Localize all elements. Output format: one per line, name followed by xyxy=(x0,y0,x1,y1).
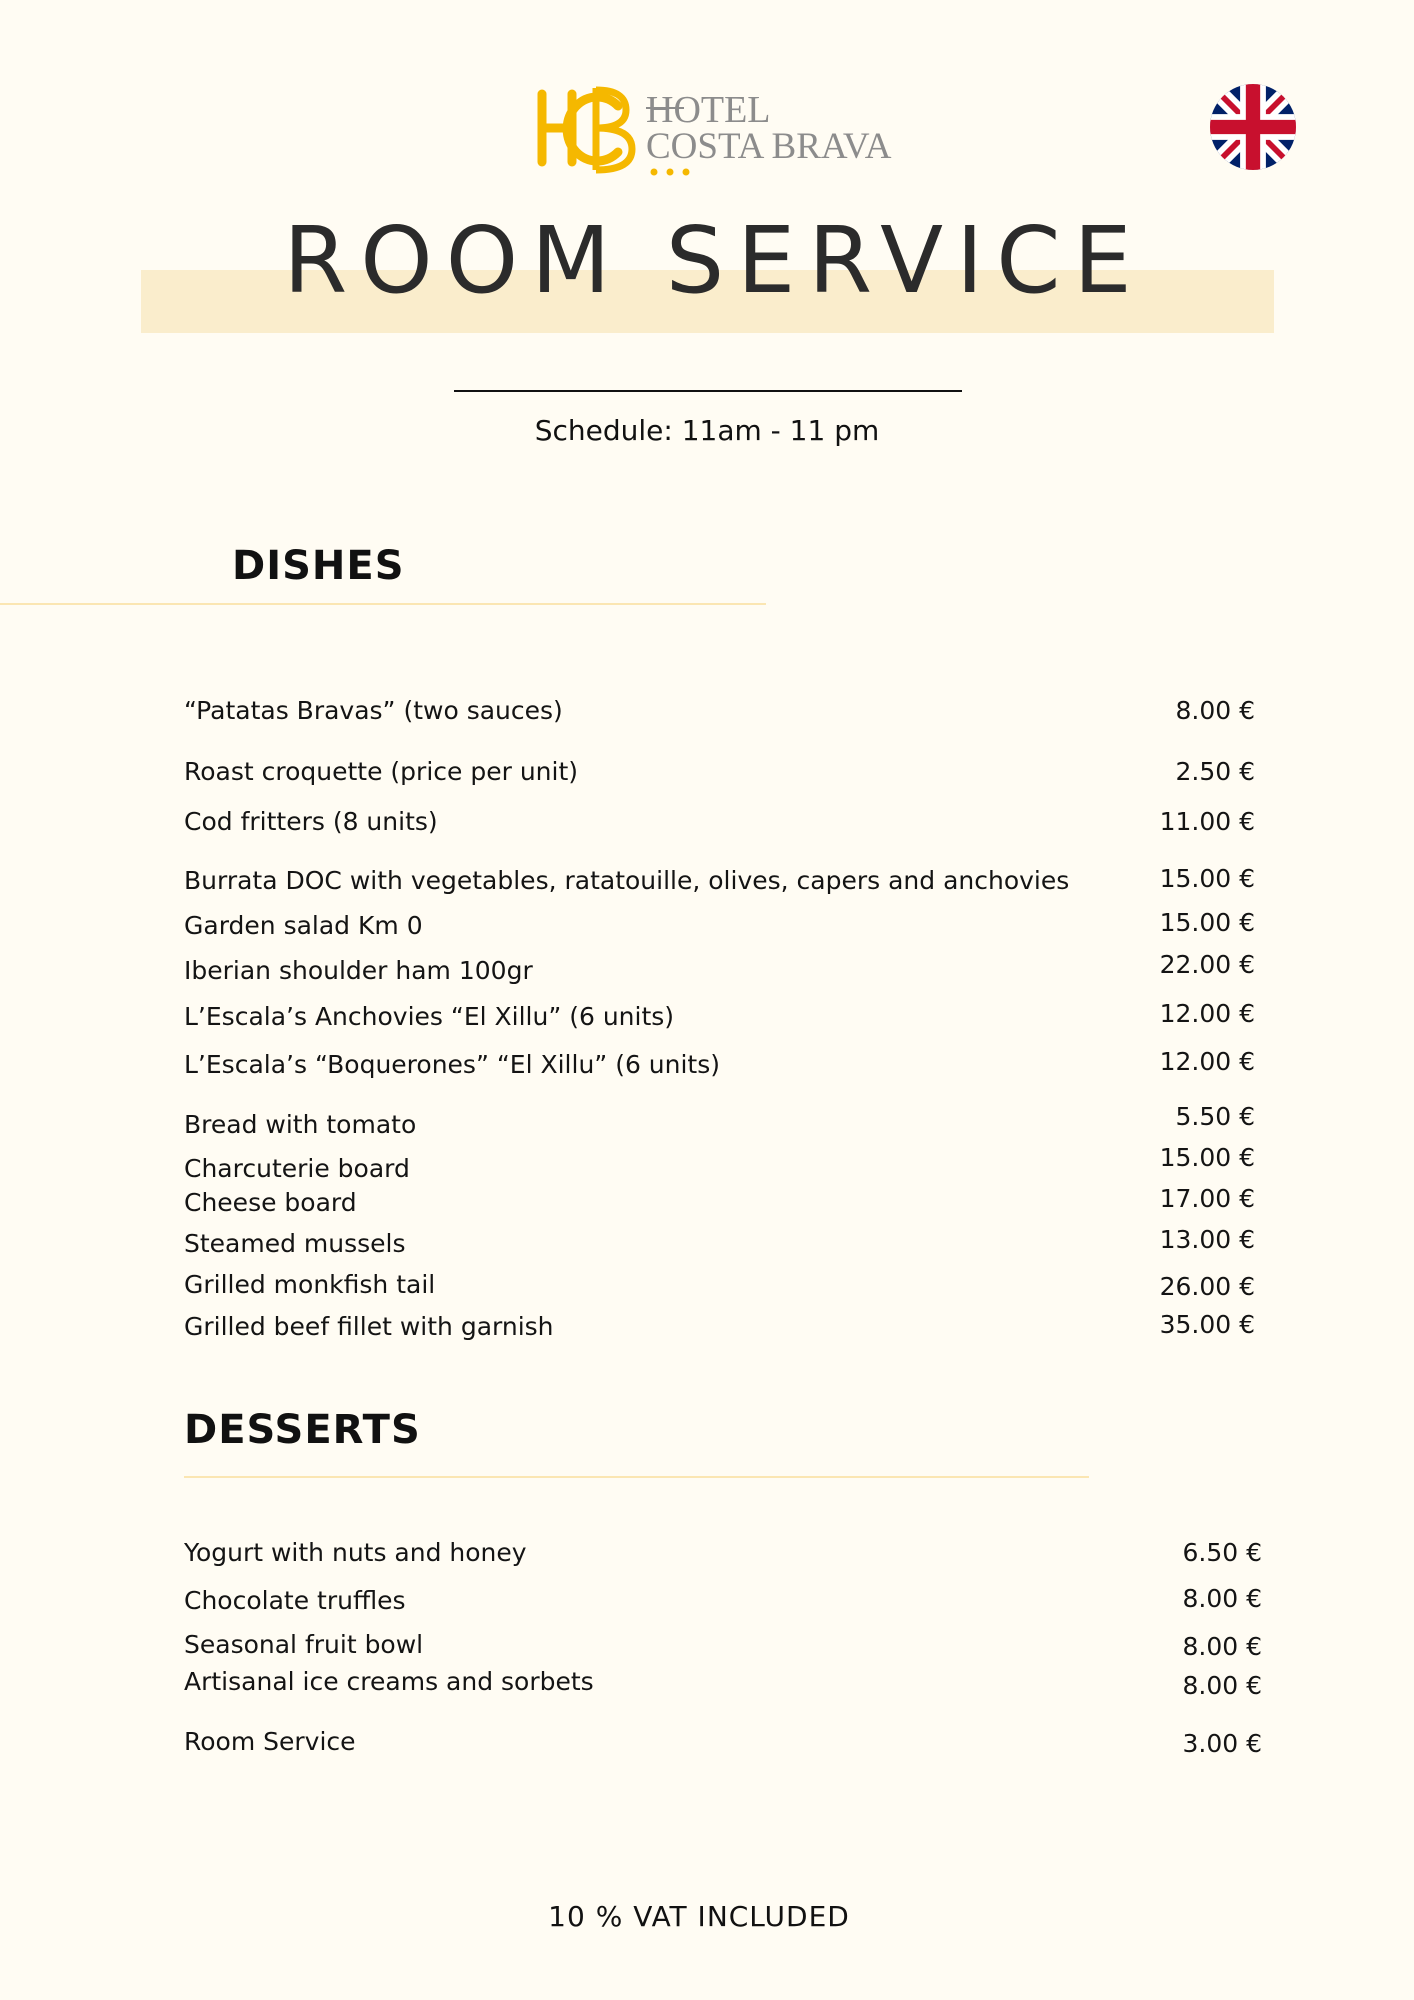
menu-item-name: Cod fritters (8 units) xyxy=(184,807,438,836)
menu-item-name: “Patatas Bravas” (two sauces) xyxy=(184,696,563,725)
menu-item-price: 15.00 € xyxy=(1159,908,1255,937)
menu-item-price: 8.00 € xyxy=(1182,1671,1262,1700)
uk-flag-icon[interactable] xyxy=(1210,84,1296,170)
menu-item-price: 22.00 € xyxy=(1159,950,1255,979)
menu-item-name: Artisanal ice creams and sorbets xyxy=(184,1667,594,1696)
menu-item-name: Roast croquette (price per unit) xyxy=(184,757,579,786)
menu-item-name: L’Escala’s “Boquerones” “El Xillu” (6 units) xyxy=(184,1050,721,1079)
menu-item-price: 5.50 € xyxy=(1175,1102,1255,1131)
menu-item-price: 15.00 € xyxy=(1159,864,1255,893)
menu-item-price: 2.50 € xyxy=(1175,757,1255,786)
menu-item-name: Bread with tomato xyxy=(184,1110,417,1139)
menu-item-price: 8.00 € xyxy=(1182,1632,1262,1661)
menu-item-name: L’Escala’s Anchovies “El Xillu” (6 units) xyxy=(184,1002,675,1031)
menu-item-price: 35.00 € xyxy=(1159,1310,1255,1339)
schedule-text: Schedule: 11am - 11 pm xyxy=(534,414,880,447)
logo-line2: COSTA BRAVA xyxy=(646,126,892,167)
menu-item-price: 13.00 € xyxy=(1159,1225,1255,1254)
menu-item-price: 3.00 € xyxy=(1182,1729,1262,1758)
menu-item-price: 17.00 € xyxy=(1159,1184,1255,1213)
menu-item-name: Cheese board xyxy=(184,1188,357,1217)
menu-item-name: Room Service xyxy=(184,1727,356,1756)
desserts-heading: DESSERTS xyxy=(184,1407,421,1453)
menu-item-name: Burrata DOC with vegetables, ratatouille, olives, capers and anchovies xyxy=(184,866,1070,895)
menu-item-price: 26.00 € xyxy=(1159,1272,1255,1301)
menu-item-price: 6.50 € xyxy=(1182,1538,1262,1567)
menu-item-price: 8.00 € xyxy=(1175,696,1255,725)
dishes-divider xyxy=(0,603,766,605)
menu-item-name: Iberian shoulder ham 100gr xyxy=(184,956,533,985)
menu-item-name: Grilled monkfish tail xyxy=(184,1270,436,1299)
menu-item-name: Grilled beef fillet with garnish xyxy=(184,1312,554,1341)
menu-item-name: Garden salad Km 0 xyxy=(184,911,423,940)
menu-item-name: Charcuterie board xyxy=(184,1154,410,1183)
menu-item-price: 12.00 € xyxy=(1159,1047,1255,1076)
schedule-divider xyxy=(454,390,962,392)
page-title: ROOM SERVICE xyxy=(283,207,1145,314)
menu-item-price: 8.00 € xyxy=(1182,1584,1262,1613)
menu-item-price: 12.00 € xyxy=(1159,999,1255,1028)
menu-item-price: 11.00 € xyxy=(1159,807,1255,836)
menu-item-name: Yogurt with nuts and honey xyxy=(184,1538,527,1567)
menu-item-name: Steamed mussels xyxy=(184,1229,406,1258)
menu-item-name: Chocolate truffles xyxy=(184,1586,406,1615)
desserts-divider xyxy=(184,1476,1089,1478)
menu-item-price: 15.00 € xyxy=(1159,1143,1255,1172)
logo-line1: HOTEL xyxy=(646,89,771,131)
hotel-logo xyxy=(534,82,894,182)
menu-item-name: Seasonal fruit bowl xyxy=(184,1630,424,1659)
dishes-heading: DISHES xyxy=(232,543,405,589)
vat-note: 10 % VAT INCLUDED xyxy=(548,1900,850,1933)
